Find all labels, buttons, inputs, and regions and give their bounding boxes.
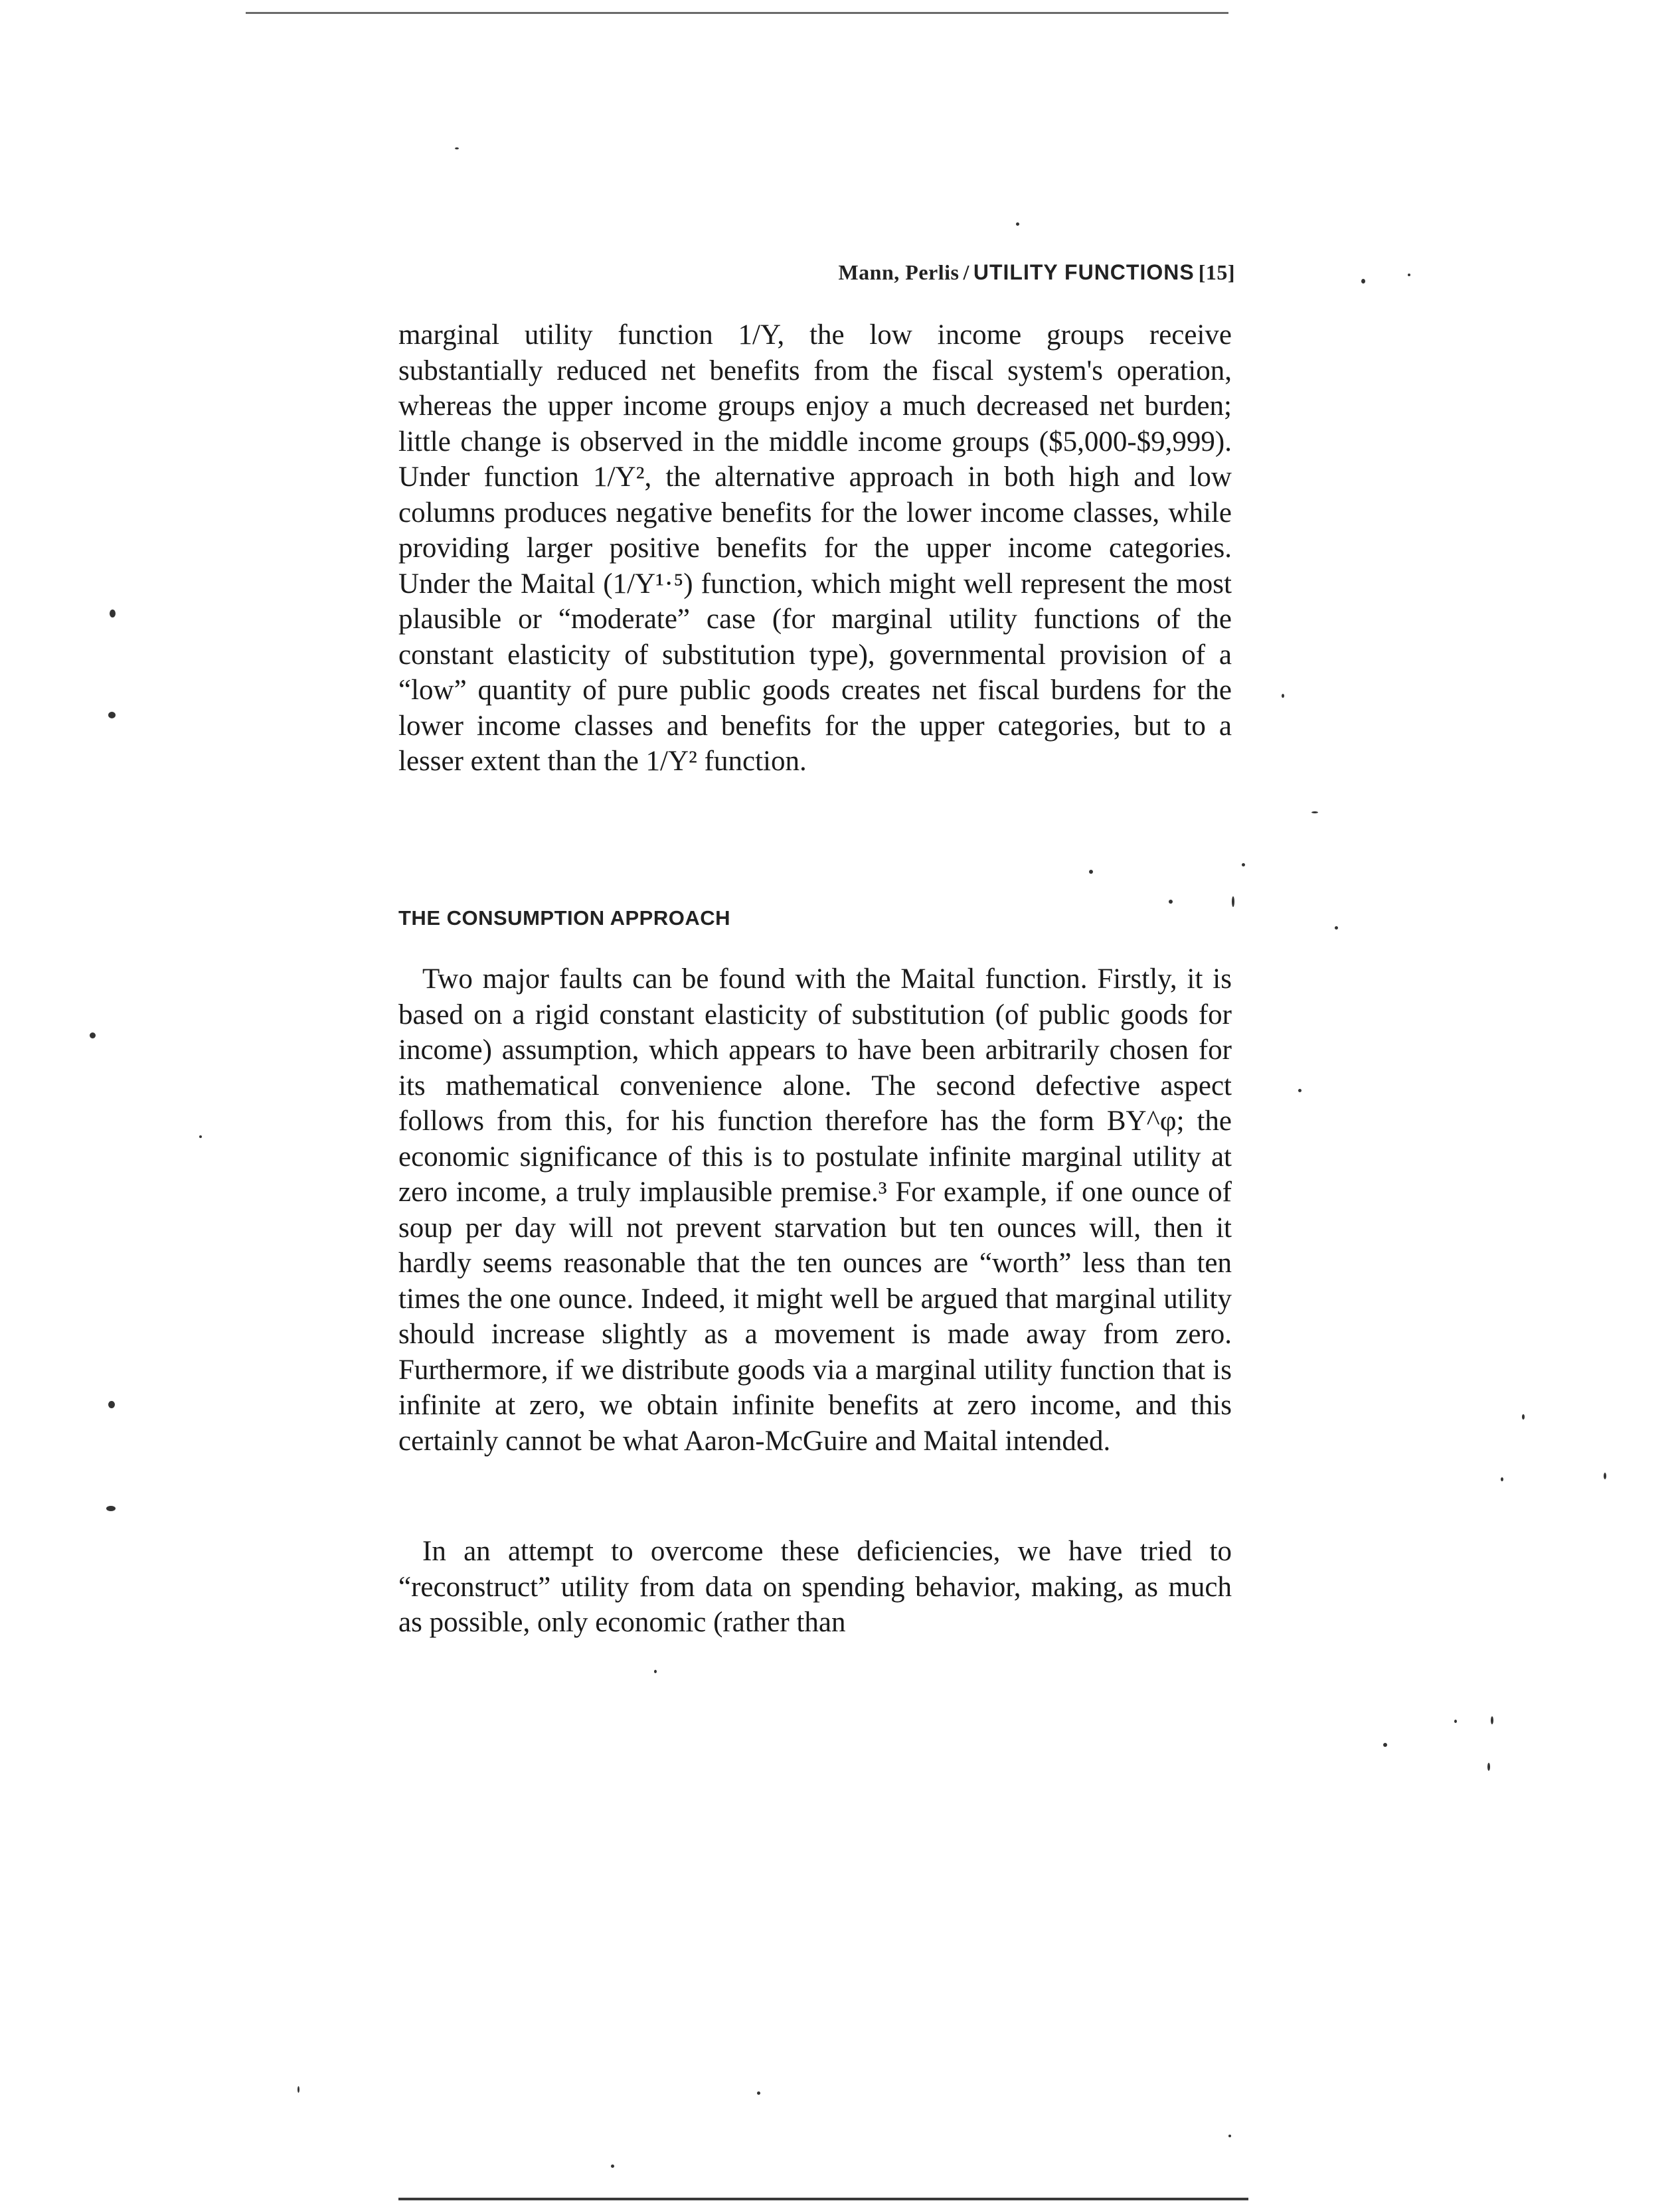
scan-speck	[1228, 2135, 1231, 2137]
scan-speck	[1408, 274, 1410, 276]
scan-speck	[1454, 1720, 1457, 1723]
paragraph-3: In an attempt to overcome these deficiencies, we have tried to “reconstruct” utility from data on spending behavior, making, as much as possible, only economic (rather than	[398, 1536, 1232, 1638]
section-heading: THE CONSUMPTION APPROACH	[398, 906, 730, 930]
scan-speck	[1232, 896, 1234, 907]
header-separator: /	[963, 260, 969, 284]
scan-speck	[106, 1506, 116, 1511]
scan-speck	[1242, 863, 1245, 866]
scan-speck	[1282, 694, 1284, 698]
scan-speck	[110, 610, 116, 617]
header-authors: Mann, Perlis	[838, 260, 960, 284]
scan-speck	[1016, 222, 1019, 226]
scan-speck	[1169, 900, 1173, 904]
scan-speck	[297, 2086, 299, 2093]
scan-speck	[90, 1032, 96, 1038]
running-head	[770, 260, 1235, 285]
scan-speck	[1311, 811, 1318, 813]
scan-speck	[654, 1670, 657, 1673]
scan-speck	[1361, 279, 1365, 284]
scan-speck	[1298, 1089, 1302, 1092]
header-title: UTILITY FUNCTIONS	[973, 260, 1195, 284]
scan-speck	[1491, 1716, 1493, 1724]
scan-speck	[611, 2164, 614, 2168]
top-rule	[246, 12, 1228, 14]
page-number: [15]	[1198, 260, 1235, 284]
scan-speck	[1522, 1414, 1525, 1420]
scan-speck	[108, 1401, 115, 1408]
paragraph-2: Two major faults can be found with the Maital function. Firstly, it is based on a rigid constant elasticity of substitution (of public goods for income) assumption, which appears to have been arbitrarily chosen for its mathematical convenience alone. The second defective aspect follows from this, for his function therefore has the form BY^φ; the economic significance of this is to postulate infinite marginal utility at zero income, a truly implausible premise.³ For example, if one ounce of soup per day will not prevent starvation but ten ounces will, then it hardly seems reasonable that the ten ounces are “worth” less than ten times the one ounce. Indeed, it might well be argued that marginal utility should increase slightly as a movement is made away from zero. Furthermore, if we distribute goods via a marginal utility function that is infinite at zero, we obtain infinite benefits at zero income, and this certainly cannot be what Aaron-McGuire and Maital intended.	[398, 963, 1232, 1457]
scan-speck	[757, 2091, 760, 2095]
scan-speck	[108, 712, 116, 718]
scan-speck	[1335, 926, 1338, 930]
scan-speck	[1604, 1473, 1606, 1479]
scan-speck	[199, 1135, 202, 1138]
scan-speck	[1501, 1477, 1503, 1481]
paragraph-1: marginal utility function 1/Y, the low income groups receive substantially reduced net benefits from the fiscal system's operation, whereas the upper income groups enjoy a much decreased net burden; little change is observed in the middle income groups ($5,000-$9,999). Under function 1/Y², the alternative approach in both high and low columns produces negative benefits for the lower income classes, while providing larger positive benefits for the upper income categories. Under the Maital (1/Y¹·⁵) function, which might well represent the most plausible or “moderate” case (for marginal utility functions of the constant elasticity of substitution type), governmental provision of a “low” quantity of pure public goods creates net fiscal burdens for the lower income classes and benefits for the upper categories, but to a lesser extent than the 1/Y² function.	[398, 319, 1232, 777]
scan-speck	[455, 147, 459, 149]
scan-speck	[1487, 1763, 1490, 1771]
scan-speck	[1383, 1743, 1387, 1747]
bottom-rule	[398, 2198, 1248, 2200]
scan-speck	[1089, 870, 1093, 874]
